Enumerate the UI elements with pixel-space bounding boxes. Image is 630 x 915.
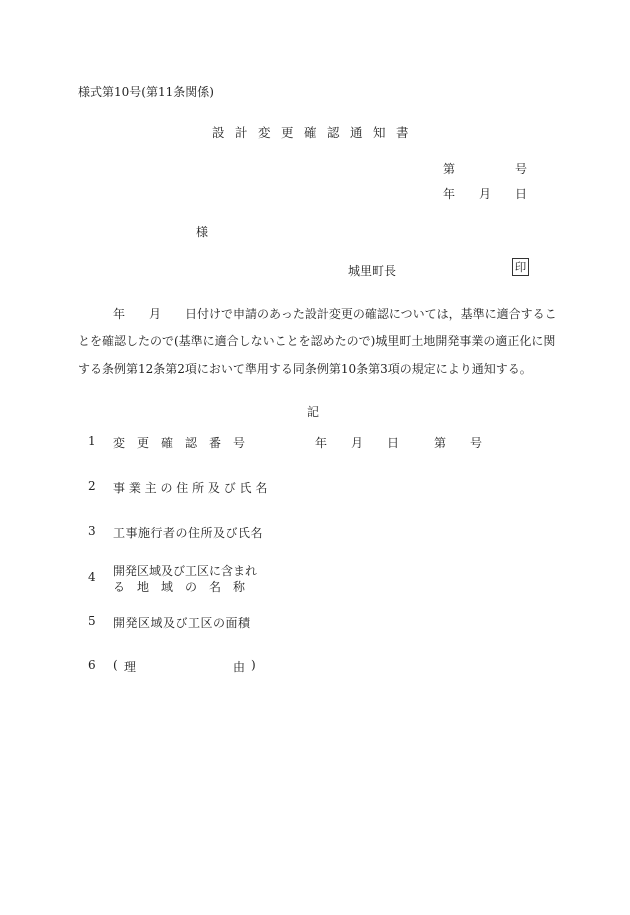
body-line2: とを確認したので(基準に適合しないことを認めたので)城里町土地開発事業の適正化に関 [78,334,556,348]
item-1-day: 日 [387,436,400,450]
item-1-month: 月 [351,436,364,450]
item-1-dai: 第 [434,436,447,450]
body-line1-year: 年 [113,307,126,321]
item-1-number: 1 [88,434,96,448]
doc-number-prefix: 第 [443,162,456,176]
date-month: 月 [479,187,492,201]
item-2-number: 2 [88,479,96,493]
item-3-label: 工事施行者の住所及び氏名 [113,526,264,540]
item-5-label: 開発区域及び工区の面積 [113,616,251,630]
item-6-close-paren: ) [251,658,256,672]
issuer-mayor: 城里町長 [348,264,397,278]
item-6-open-paren: ( [113,658,118,672]
item-5-number: 5 [88,614,96,628]
document-title: 設計変更確認通知書 [212,125,420,140]
item-6-number: 6 [88,658,96,672]
item-2-label: 事 業 主 の 住 所 及 び 氏 名 [113,481,268,495]
item-1-go: 号 [470,436,483,450]
date-year: 年 [443,187,456,201]
doc-number-suffix: 号 [515,162,528,176]
item-1-label: 変 更 確 認 番 号 [113,436,246,450]
item-6-word-ri: 理 [124,660,137,674]
item-6-word-yu: 由 [233,660,246,674]
seal-stamp-box: 印 [512,258,529,276]
date-day: 日 [515,187,528,201]
ki-heading: 記 [307,405,320,419]
body-line1-text: 日付けで申請のあった設計変更の確認については，基準に適合するこ [185,307,557,321]
item-4-label-line2: る 地 域 の 名 称 [113,580,246,594]
item-4-label-line1: 開発区域及び工区に含まれ [113,564,258,578]
body-line3: する条例第12条第2項において準用する同条例第10条第3項の規定により通知する。 [78,362,532,376]
form-label: 様式第10号(第11条関係) [78,85,214,99]
item-1-year: 年 [315,436,328,450]
addressee-suffix: 様 [196,225,209,239]
body-line1-month: 月 [149,307,162,321]
item-3-number: 3 [88,524,96,538]
item-4-number: 4 [88,570,96,584]
